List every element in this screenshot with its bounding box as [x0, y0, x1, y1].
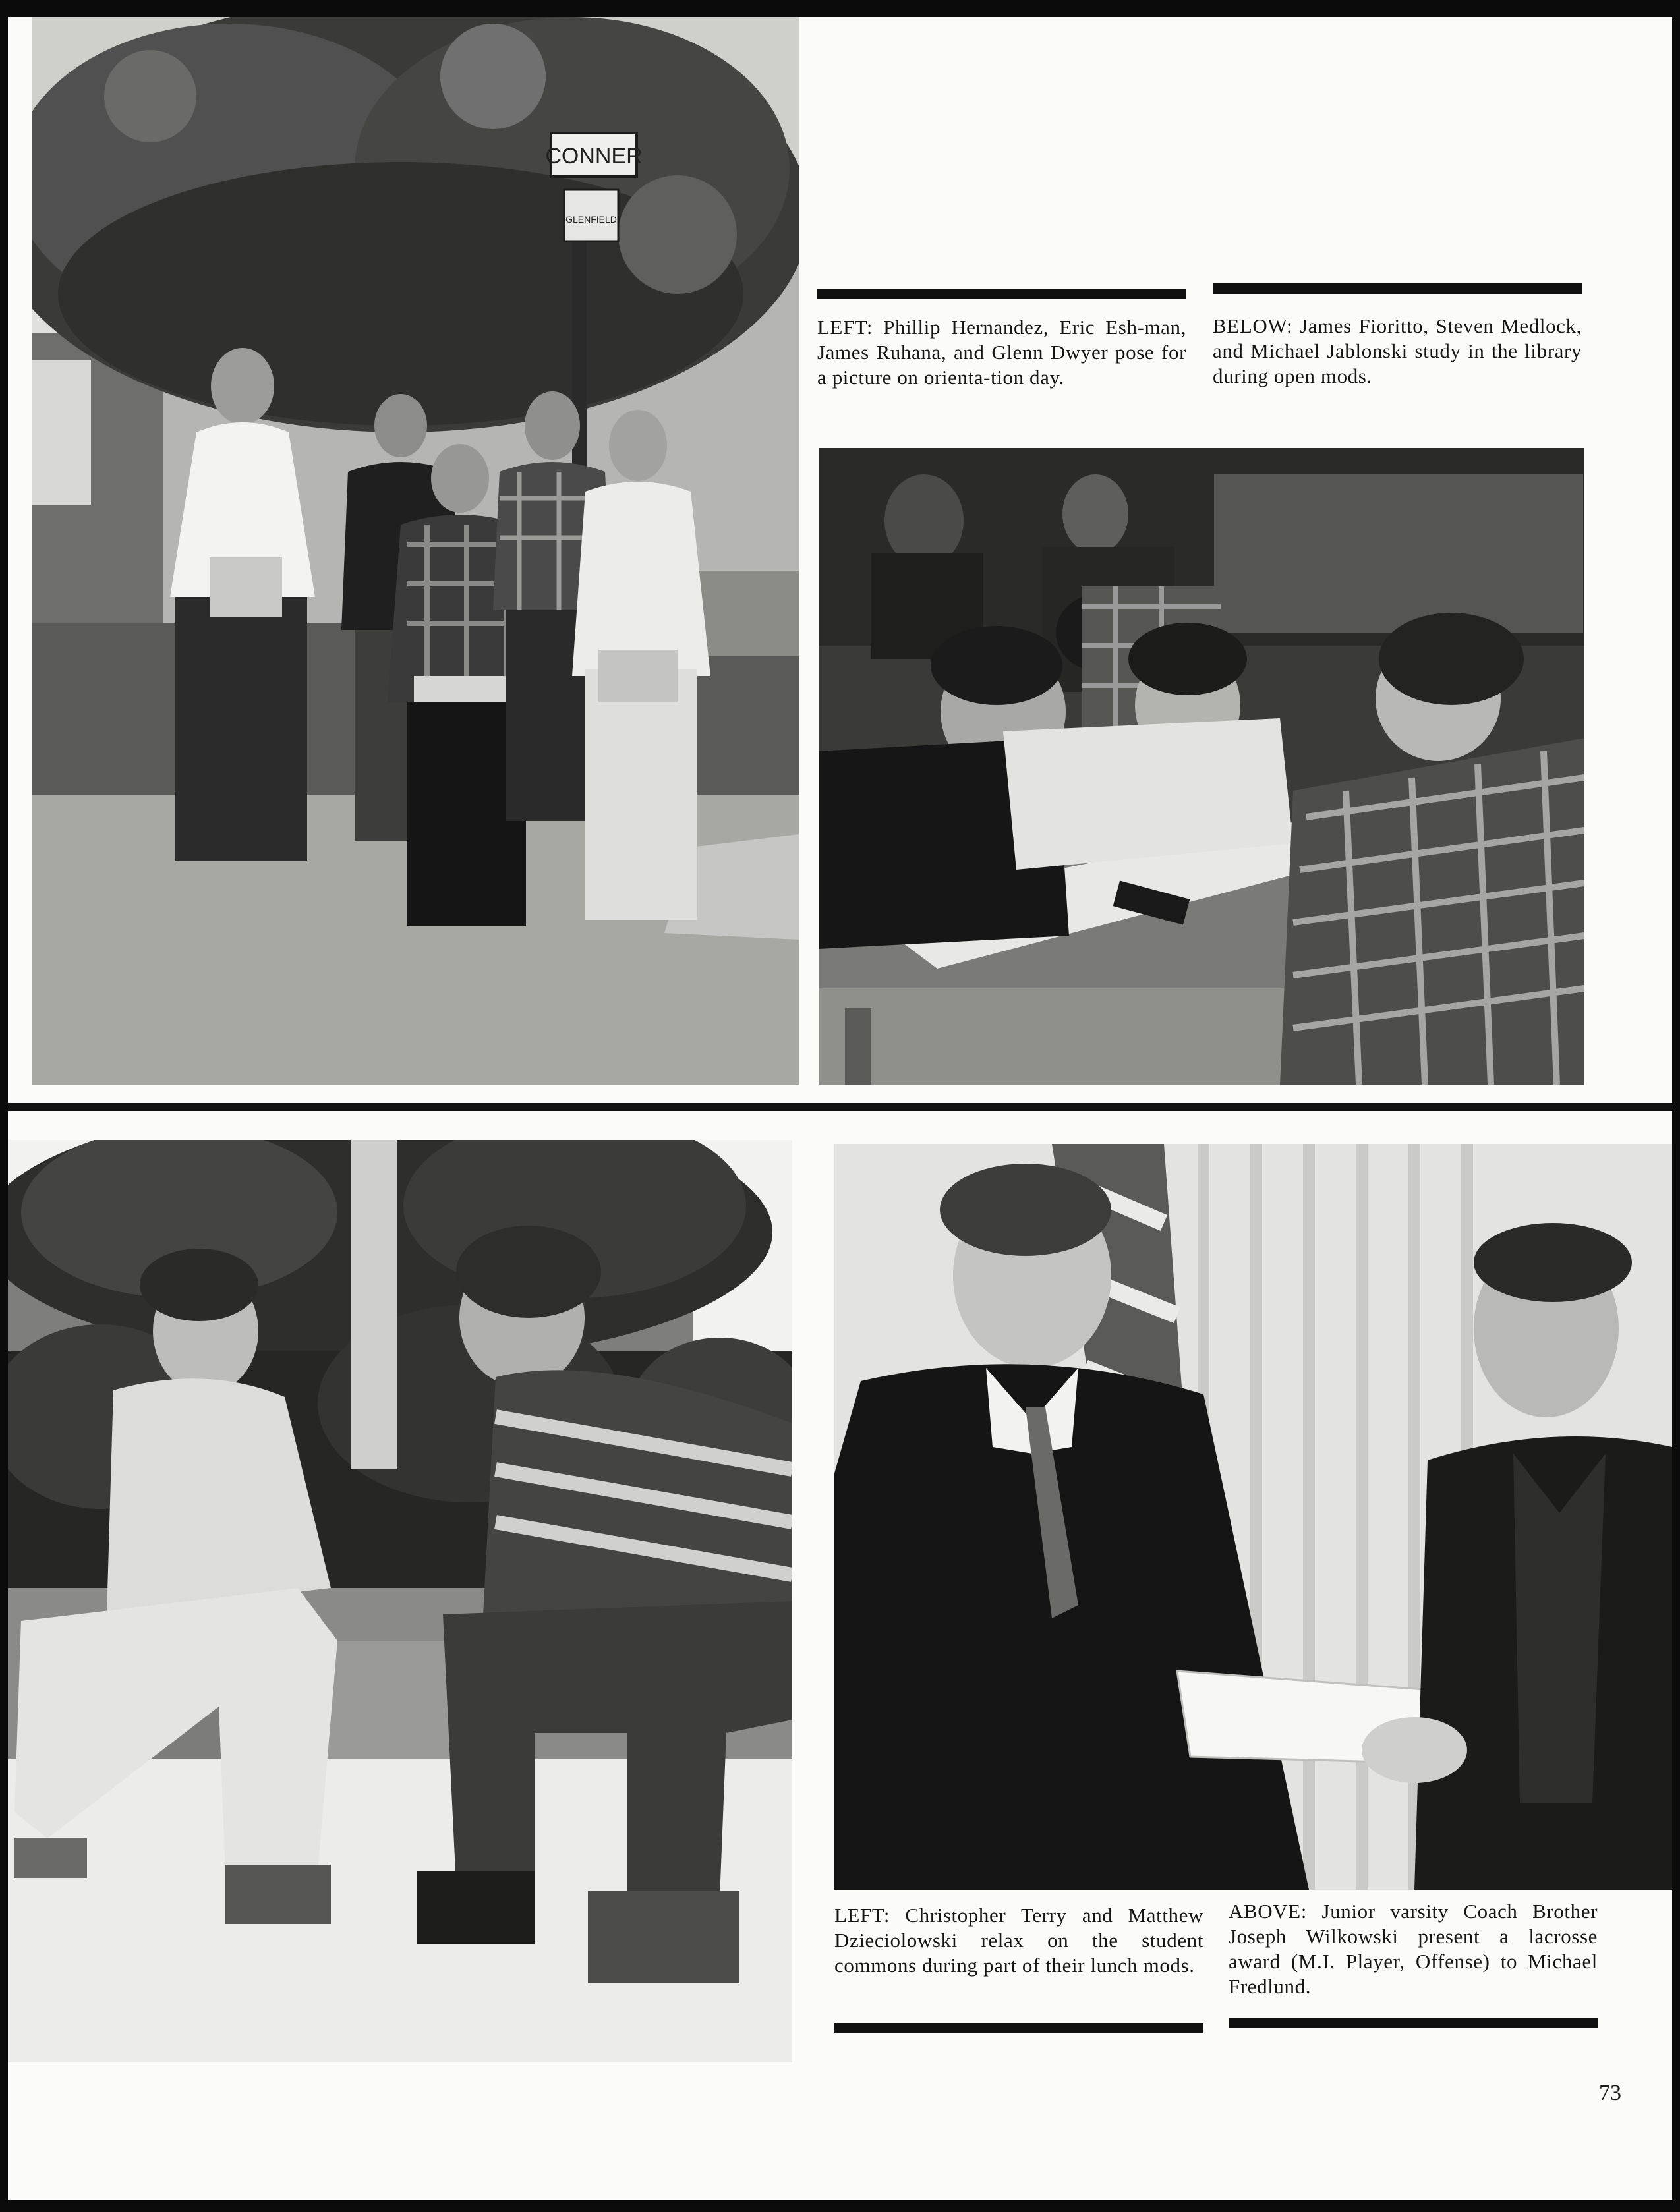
- page-divider: [8, 1103, 1672, 1111]
- street-sign-glenfield: GLENFIELD: [565, 214, 617, 225]
- street-sign-conner: CONNER: [545, 144, 643, 169]
- orientation-day-photo: [32, 17, 799, 1085]
- caption-rule-commons: [834, 2023, 1203, 2033]
- caption-student-commons: LEFT: Christopher Terry and Matthew Dzieciolowski relax on the student commons during part of their lunch mods.: [834, 1904, 1203, 1977]
- caption-rule-orientation: [817, 289, 1186, 299]
- page-number: 73: [1599, 2081, 1621, 2105]
- caption-lacrosse-award: ABOVE: Junior varsity Coach Brother Joseph Wilkowski present a lacrosse award (M.I. Player, Offense) to Michael Fredlund.: [1229, 1900, 1598, 1998]
- lacrosse-award-photo: [834, 1144, 1672, 1890]
- caption-orientation-day: LEFT: Phillip Hernandez, Eric Esh-man, James Ruhana, and Glenn Dwyer pose for a picture on orienta-tion day.: [817, 316, 1186, 389]
- caption-library: BELOW: James Fioritto, Steven Medlock, and Michael Jablonski study in the library during open mods.: [1213, 314, 1582, 387]
- yearbook-page: [8, 17, 1672, 2200]
- caption-rule-award: [1229, 2018, 1598, 2028]
- caption-rule-library: [1213, 283, 1582, 294]
- student-commons-photo: [8, 1140, 792, 2062]
- library-study-photo: [819, 448, 1584, 1085]
